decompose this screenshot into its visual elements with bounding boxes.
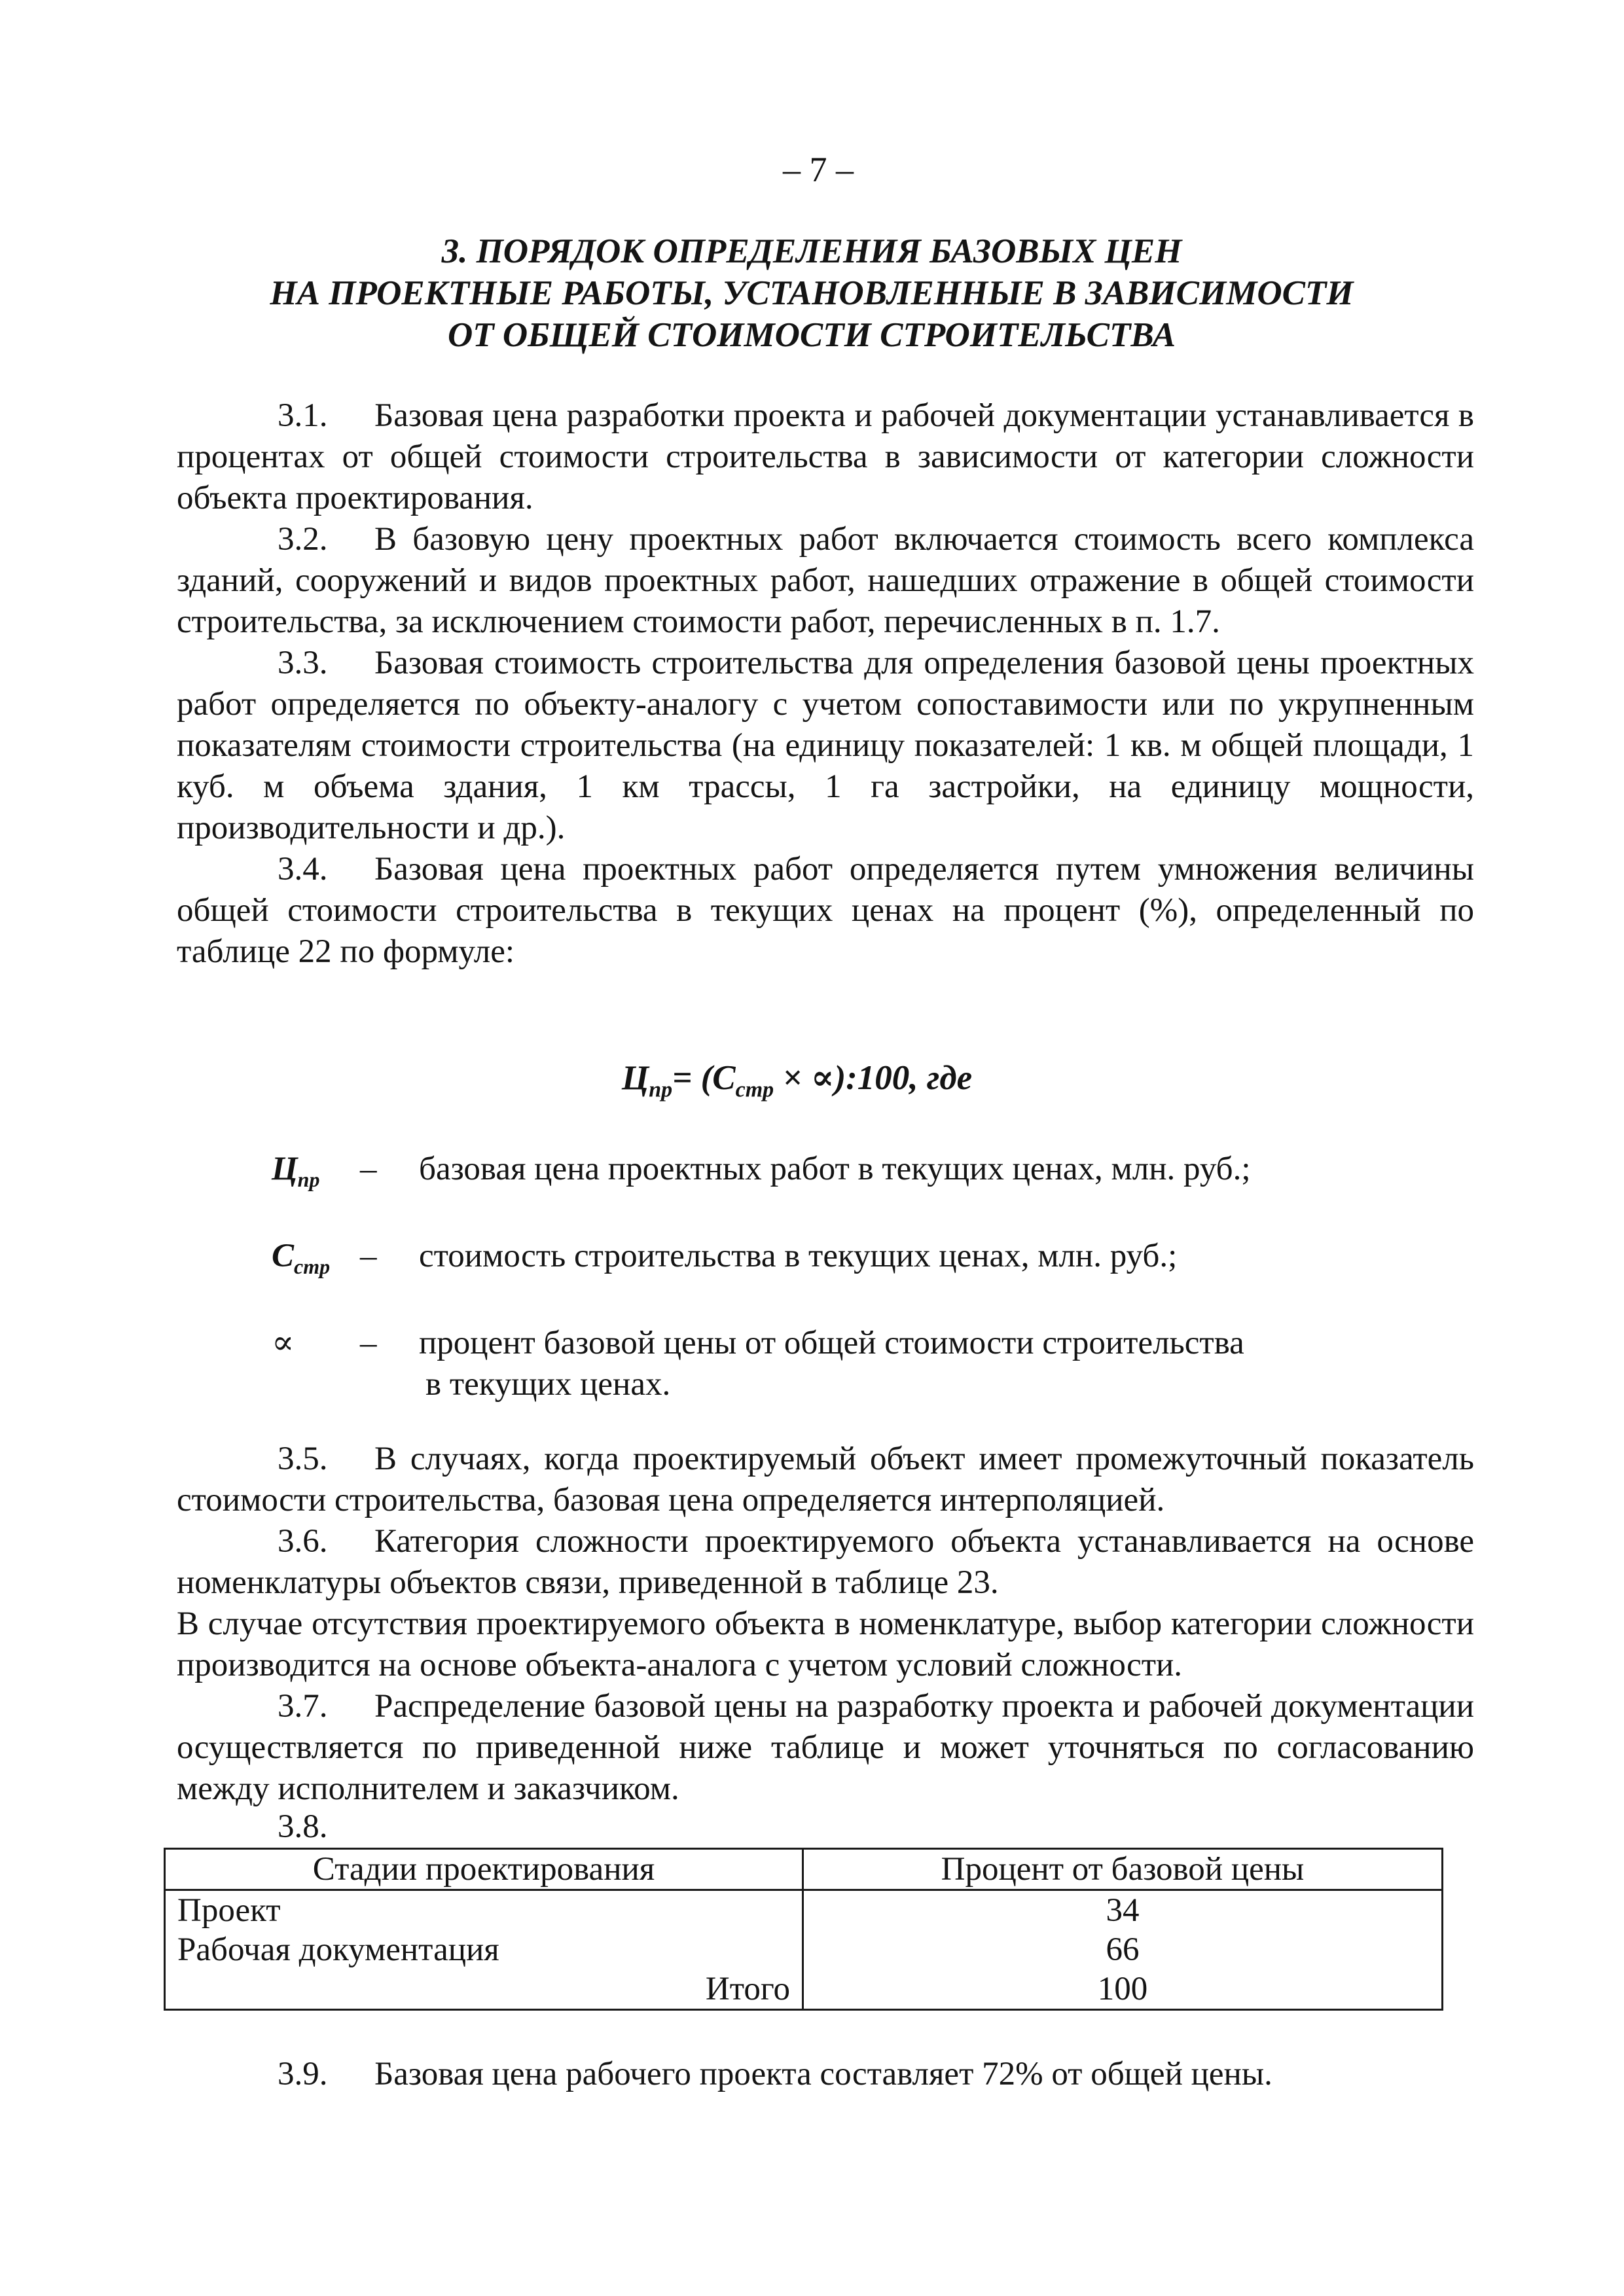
paragraph-text: Базовая цена рабочего проекта составляет 72% от общей цены. [374,2056,1272,2092]
table-row [165,1890,1443,1931]
body-text-final [177,2054,1474,2095]
definition-row [177,1236,1474,1277]
section-heading [164,230,1460,356]
paragraph-text: В случае отсутствия проектируемого объекта в номенклатуре, выбор категории сложности производится на основе объекта-аналога с учетом условий сложности. [177,1605,1474,1683]
definition-symbol [272,1149,319,1200]
definition-text-line: в текущих ценах. [425,1366,671,1403]
paragraph-3-9 [177,2054,1474,2095]
definition-symbol [272,1236,330,1287]
symbol-subscript: пр [297,1168,320,1192]
paragraph-number: 3.5. [278,1441,328,1477]
symbol-letter: Ц [272,1151,298,1187]
table-cell-percent: 34 [803,1890,1443,1931]
definition-text [419,1323,1401,1405]
paragraph-3-7 [177,1686,1474,1810]
heading-line: ОТ ОБЩЕЙ СТОИМОСТИ СТРОИТЕЛЬСТВА [447,316,1176,354]
definition-dash: – [360,1238,377,1274]
paragraph-number: 3.1. [278,397,328,434]
formula-definitions [177,1149,1474,1444]
table-row [165,1930,1443,1969]
table-total-percent: 100 [803,1969,1443,2010]
paragraph-text: Базовая цена проектных работ определяется путем умножения величины общей стоимости строительства в текущих ценах на процент (%), определенный по таблице 22 по формуле: [177,851,1474,970]
formula-lhs-subscript: пр [649,1077,673,1102]
column-header: Стадии проектирования [165,1849,803,1890]
paragraph-number: 3.2. [278,521,328,558]
definition-text: стоимость строительства в текущих ценах, млн. руб.; [419,1238,1178,1274]
symbol-letter: С [272,1238,295,1274]
paragraph-3-3 [177,643,1474,849]
formula-rest: × ∝):100, где [774,1059,973,1097]
paragraph-number: 3.9. [278,2056,328,2092]
definition-row [177,1149,1474,1190]
paragraph-3-1 [177,395,1474,519]
table-total-row [165,1969,1443,2010]
paragraph-text: Базовая цена разработки проекта и рабочей документации устанавливается в процентах от общей стоимости строительства в зависимости от категории сложности объекта проектирования. [177,397,1474,516]
paragraph-text: Распределение базовой цены на разработку проекта и рабочей документации осуществляется по приведенной ниже таблице и может уточняться по согласованию между исполнителем и заказчиком. [177,1688,1474,1807]
body-text-lower [177,1439,1474,1810]
body-text-upper [177,395,1474,973]
price-formula [622,1057,972,1103]
definition-symbol [272,1323,295,1364]
table-label: 3.8. [278,1808,328,1845]
definition-text: базовая цена проектных работ в текущих ценах, млн. руб.; [419,1151,1251,1187]
page-number: – 7 – [783,150,854,189]
formula-eq: = (С [672,1059,736,1097]
table-header-row [165,1849,1443,1890]
formula-c-subscript: стр [735,1077,774,1102]
table-total-label: Итого [165,1969,803,2010]
paragraph-text: Базовая стоимость строительства для определения базовой цены проектных работ определяется по объекту-аналогу с учетом сопоставимости или по укрупненным показателям стоимости строительства (на единицу показателей: 1 кв. м общей площади, 1 куб. м объема здания, 1 км трассы, 1 га застройки, на единицу мощности, производительности и др.). [177,645,1474,846]
paragraph-text: В базовую цену проектных работ включается стоимость всего комплекса зданий, сооружений и видов проектных работ, нашедших отражение в общей стоимости строительства, за исключением стоимости работ, перечисленных в п. 1.7. [177,521,1474,640]
table-cell-percent: 66 [803,1930,1443,1969]
stages-table [164,1848,1443,2011]
symbol-subscript: стр [294,1255,331,1279]
heading-line: 3. ПОРЯДОК ОПРЕДЕЛЕНИЯ БАЗОВЫХ ЦЕН [441,232,1182,270]
definition-dash: – [360,1151,377,1187]
paragraph-text: В случаях, когда проектируемый объект имеет промежуточный показатель стоимости строительства, базовая цена определяется интерполяцией. [177,1441,1474,1518]
table-cell-stage: Рабочая документация [165,1930,803,1969]
paragraph-number: 3.6. [278,1523,328,1560]
paragraph-3-2 [177,519,1474,643]
definition-text-line: процент базовой цены от общей стоимости строительства [419,1325,1244,1361]
paragraph-3-6-continued [177,1604,1474,1686]
paragraph-3-4 [177,849,1474,973]
paragraph-text: Категория сложности проектируемого объекта устанавливается на основе номенклатуры объектов связи, приведенной в таблице 23. [177,1523,1474,1601]
heading-line: НА ПРОЕКТНЫЕ РАБОТЫ, УСТАНОВЛЕННЫЕ В ЗАВИСИМОСТИ [270,274,1354,312]
definition-dash: – [360,1325,377,1361]
paragraph-number: 3.7. [278,1688,328,1725]
paragraph-3-6 [177,1521,1474,1604]
symbol-letter: ∝ [272,1325,295,1361]
definition-row [177,1323,1474,1405]
column-header: Процент от базовой цены [803,1849,1443,1890]
paragraph-number: 3.3. [278,645,328,681]
paragraph-3-5 [177,1439,1474,1521]
table-cell-stage: Проект [165,1890,803,1931]
paragraph-number: 3.4. [278,851,328,888]
formula-lhs: Ц [622,1059,649,1097]
